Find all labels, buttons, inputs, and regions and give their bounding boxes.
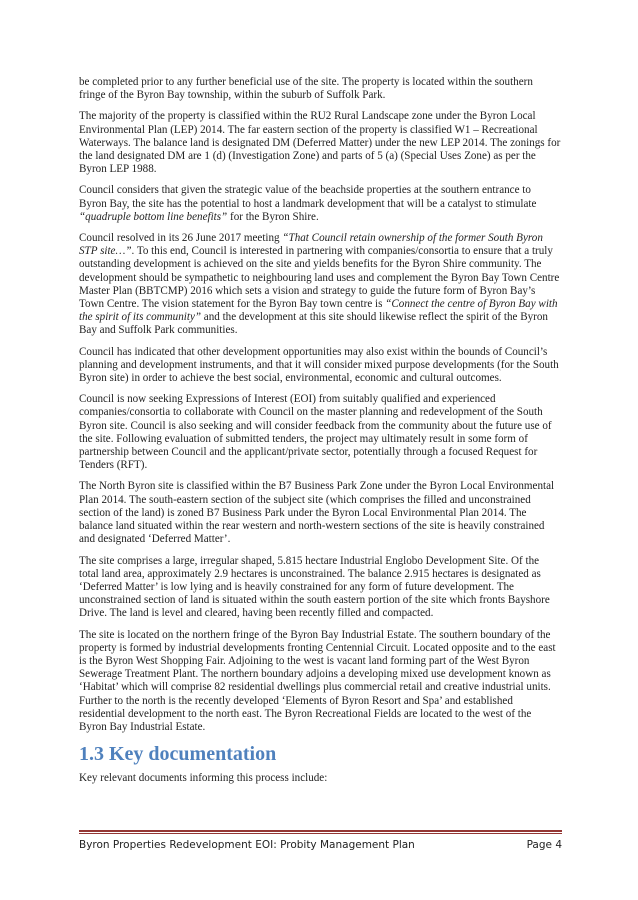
paragraph: be completed prior to any further beneficial use of the site. The property is located within the southern fringe of the Byron Bay township, within the suburb of Suffolk Park. [79,76,533,102]
paragraph: Council has indicated that other development opportunities may also exist within the bounds of Council’s planning and development instruments, and that it will consider mixed purpose developments (for the South Byron site) in order to achieve the best social, environmental, economic and cultural outcomes. [79,345,559,385]
paragraph-text: for the Byron Shire. [227,210,319,223]
paragraph-text: and the development at this site should likewise reflect the spirit of the Byron Bay and Suffolk Park communities. [79,311,548,337]
italic-quote: “quadruple bottom line benefits” [79,210,228,223]
footer-rule-thin [79,833,562,834]
intro-line: Key relevant documents informing this process include: [79,772,328,785]
section-heading: 1.3 Key documentation [79,743,277,766]
paragraph: The site comprises a large, irregular shaped, 5.815 hectare Industrial Englobo Development Site. Of the total land area, approximately 2.9 hectares is unconstrained. The balance 2.915 hectares is designated as ‘Deferred Matter’ is low lying and is heavily constrained for any form of future development. The unconstrained section of land is situated within the south eastern portion of the site which fronts Bayshore Drive. The land is level and cleared, having been recently filled and compacted. [79,554,550,620]
paragraph: The majority of the property is classified within the RU2 Rural Landscape zone under the Byron Local Environmental Plan (LEP) 2014. The far eastern section of the property is classified W1 – Recreational Waterways. The balance land is designated DM (Deferred Matter) under the new LEP 2014. The zonings for the land designated DM are 1 (d) (Investigation Zone) and parts of 5 (a) (Special Uses Zone) as per the Byron LEP 1988. [79,110,561,176]
paragraph: The North Byron site is classified within the B7 Business Park Zone under the Byron Local Environmental Plan 2014. The south-eastern section of the subject site (which comprises the filled and unconstrained section of the land) is zoned B7 Business Park under the Byron Local Environmental Plan 2014. The balance land situated within the rear western and north-western sections of the site is heavily constrained and designated ‘Deferred Matter’. [79,480,555,546]
paragraph-text: . To this end, Council is interested in partnering with companies/consortia to ensure that a truly outstanding development is achieved on the site and yields benefits for the Byron Shire community. The development should be sympathetic to neighbouring land uses and complement the Byron Bay Town Centre Master Plan (BBTCMP) 2016 which sets a vision and strategy to guide the future form of Byron Bay’s Town Centre. The vision statement for the Byron Bay town centre is [79,245,560,311]
paragraph [79,184,561,224]
page-number: Page 4 [526,839,562,851]
page-body [79,76,561,793]
page-footer [79,839,562,852]
paragraph: Council is now seeking Expressions of Interest (EOI) from suitably qualified and experienced companies/consortia to collaborate with Council on the master planning and redevelopment of the South Byron site. Council is also seeking and will consider feedback from the community about the future use of the site. Following evaluation of submitted tenders, the project may ultimately result in some form of partnership between Council and the applicant/private sector, potentially through a focused Request for Tenders (RFT). [79,393,552,472]
paragraph [79,232,561,338]
footer-title: Byron Properties Redevelopment EOI: Probity Management Plan [79,839,415,851]
italic-quote: “That Council retain ownership of the former South Byron STP site…” [79,232,543,258]
footer-rule [79,830,562,832]
paragraph-text: Council considers that given the strategic value of the beachside properties at the southern entrance to Byron Bay, the site has the potential to host a landmark development that will be a catalyst to stimulate [79,184,537,210]
paragraph: The site is located on the northern fringe of the Byron Bay Industrial Estate. The southern boundary of the property is formed by industrial developments fronting Centennial Circuit. Located opposite and to the east is the Byron West Shopping Fair. Adjoining to the west is vacant land forming part of the West Byron Sewerage Treatment Plant. The northern boundary adjoins a developing mixed use development known as ‘Habitat’ which will comprise 82 residential dwellings plus commercial retail and creative industrial units. Further to the north is the recently developed ‘Elements of Byron Resort and Spa’ and established residential development to the north east. The Byron Recreational Fields are located to the west of the Byron Bay Industrial Estate. [79,628,556,733]
paragraph-text: Council resolved in its 26 June 2017 meeting [79,232,280,245]
italic-quote: “Connect the centre of Byron Bay with the spirit of its community” [79,298,558,324]
